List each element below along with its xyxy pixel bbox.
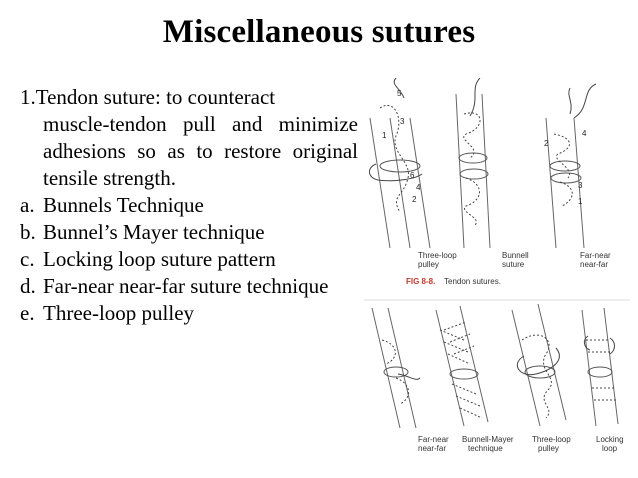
farnear-number: 2 bbox=[544, 139, 549, 148]
farnear-number: 3 bbox=[578, 181, 583, 190]
list-item bbox=[20, 273, 358, 300]
list-item bbox=[20, 300, 358, 327]
intro-continuation: muscle-tendon pull and minimize adhesions so as to restore original tensile strength. bbox=[43, 112, 358, 190]
list-item bbox=[20, 246, 358, 273]
pulley-number: 4 bbox=[416, 183, 421, 192]
list-marker: a. bbox=[20, 193, 35, 217]
caption-bunnell-suture: Bunnell suture bbox=[502, 251, 529, 269]
three-loop-pulley-drawing bbox=[369, 78, 430, 248]
list-marker: b. bbox=[20, 220, 36, 244]
pulley-number: 3 bbox=[400, 117, 405, 126]
locking-loop-drawing bbox=[582, 308, 618, 426]
bunnell-mayer-drawing bbox=[436, 306, 488, 426]
pulley-number: 2 bbox=[412, 195, 417, 204]
caption-far-near-top: Far-near near-far bbox=[580, 251, 611, 269]
pulley-number: 6 bbox=[410, 171, 415, 180]
far-near-bottom-drawing bbox=[372, 308, 420, 428]
tendon-sutures-figure bbox=[360, 78, 634, 474]
list-marker: d. bbox=[20, 274, 36, 298]
list-marker: e. bbox=[20, 301, 35, 325]
caption-three-loop-bottom: Three-loop pulley bbox=[532, 435, 571, 453]
caption-three-loop-pulley: Three-loop pulley bbox=[418, 251, 457, 269]
list-text: Bunnel’s Mayer technique bbox=[43, 220, 265, 244]
farnear-number: 1 bbox=[578, 197, 583, 206]
list-item bbox=[20, 192, 358, 219]
pulley-number: 5 bbox=[397, 89, 402, 98]
bunnell-suture-drawing bbox=[456, 78, 490, 248]
list-text: Three-loop pulley bbox=[43, 301, 195, 325]
list-text: Bunnels Technique bbox=[43, 193, 204, 217]
list-text: Far-near near-far suture technique bbox=[43, 274, 329, 298]
slide-body bbox=[20, 84, 358, 327]
intro-line: 1.Tendon suture: to counteract bbox=[20, 85, 276, 109]
list-text: Locking loop suture pattern bbox=[43, 247, 276, 271]
figure-number: FIG 8-8. bbox=[406, 277, 436, 286]
slide-title: Miscellaneous sutures bbox=[162, 14, 476, 50]
caption-bunnell-mayer: Bunnell-Mayer technique bbox=[462, 435, 514, 453]
figure-caption: Tendon sutures. bbox=[444, 277, 501, 286]
tendon-sutures-illustration bbox=[360, 78, 634, 474]
caption-far-near-bottom: Far-near near-far bbox=[418, 435, 449, 453]
list-marker: c. bbox=[20, 247, 35, 271]
far-near-drawing bbox=[546, 84, 596, 248]
list-item bbox=[20, 219, 358, 246]
pulley-number: 1 bbox=[382, 131, 387, 140]
caption-locking-loop: Locking loop bbox=[596, 435, 624, 453]
farnear-number: 4 bbox=[582, 129, 587, 138]
three-loop-pulley-bottom-drawing bbox=[512, 304, 566, 426]
